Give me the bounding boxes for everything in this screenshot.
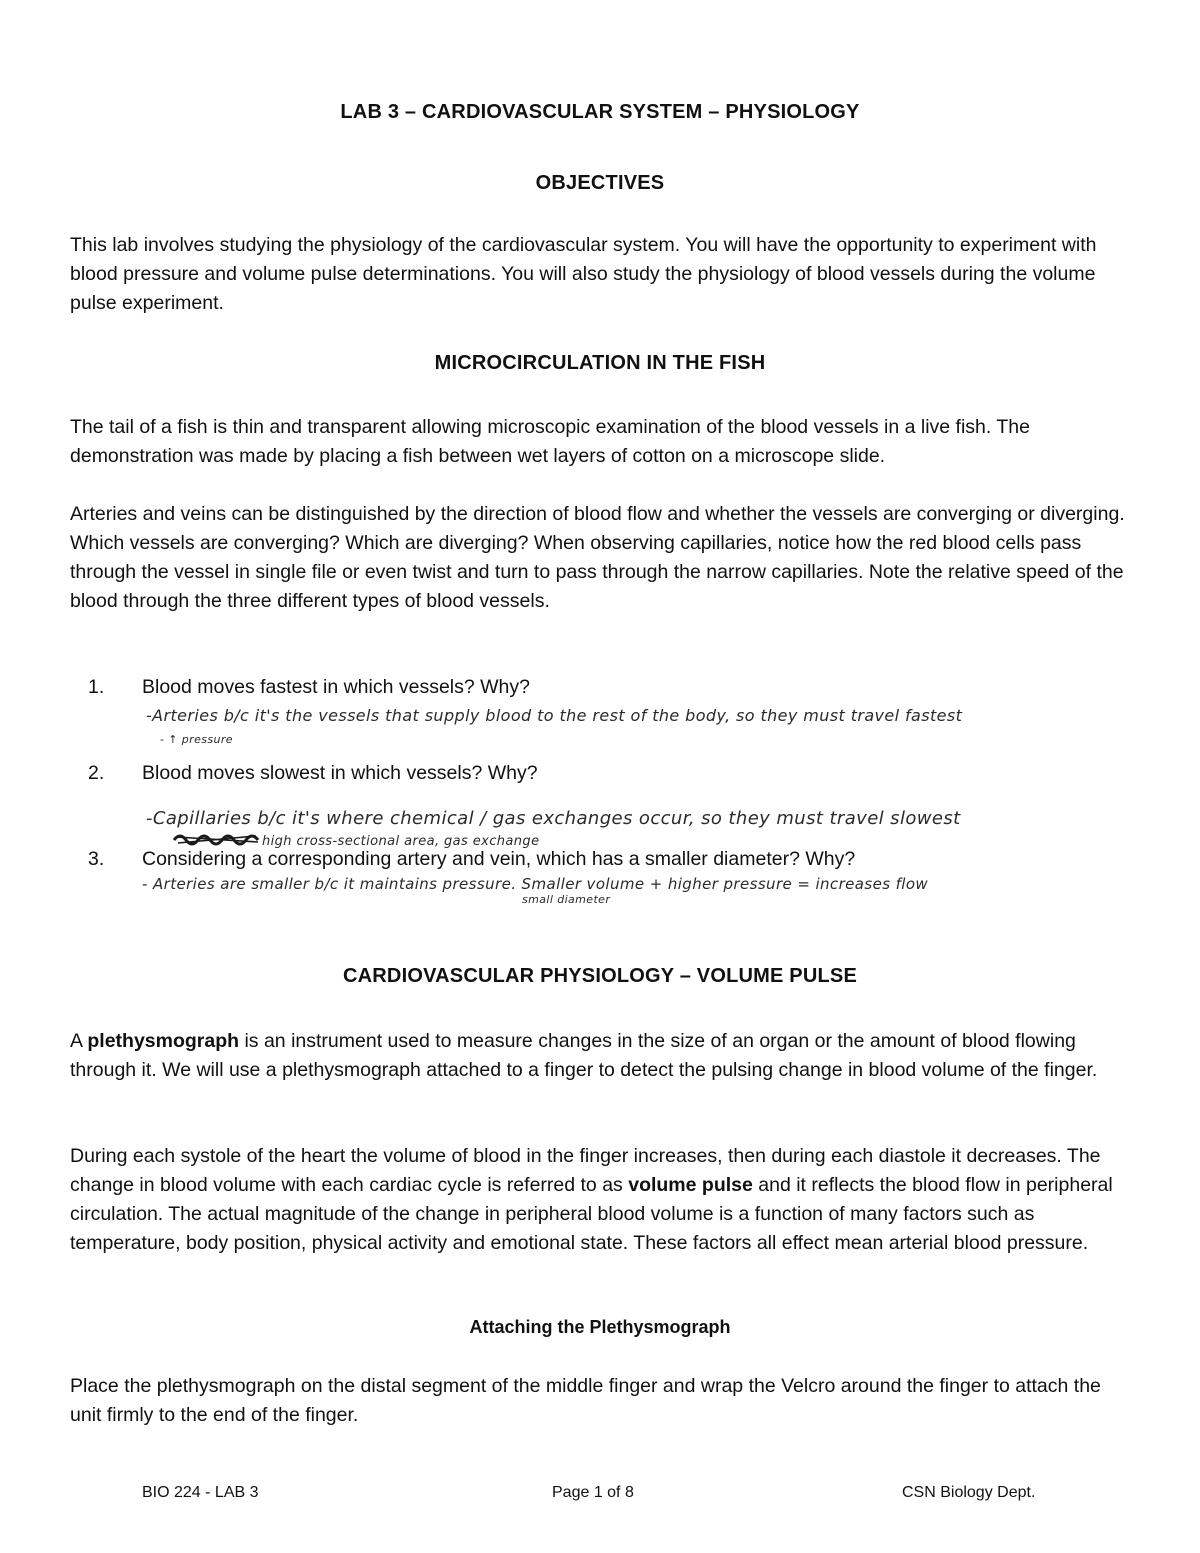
question-2-number: 2. [88, 762, 105, 784]
question-3-text: Considering a corresponding artery and vein, which has a smaller diameter? Why? [142, 848, 856, 870]
question-2-handwritten-note: high cross-sectional area, gas exchange [262, 834, 540, 849]
volume-pulse-term: volume pulse [628, 1174, 753, 1196]
microcirculation-heading: MICROCIRCULATION IN THE FISH [434, 352, 766, 374]
footer-department: CSN Biology Dept. [902, 1484, 1036, 1501]
footer-course: BIO 224 - LAB 3 [142, 1484, 259, 1501]
volume-pulse-heading: CARDIOVASCULAR PHYSIOLOGY – VOLUME PULSE [343, 965, 857, 987]
question-3-handwritten-note: small diameter [522, 893, 611, 906]
volume-pulse-paragraph [70, 1142, 1132, 1258]
question-1-handwritten-answer: -Arteries b/c it's the vessels that supply blood to the rest of the body, so they must travel fastest [146, 706, 963, 725]
plethysmograph-term: plethysmograph [87, 1030, 240, 1052]
attaching-subheading: Attaching the Plethysmograph [469, 1317, 731, 1337]
attaching-paragraph: Place the plethysmograph on the distal segment of the middle finger and wrap the Velcro around the finger to attach the unit firmly to the end of the finger. [70, 1375, 1101, 1426]
objectives-paragraph: This lab involves studying the physiology of the cardiovascular system. You will have the opportunity to experiment with blood pressure and volume pulse determinations. You will also study the physiology of blood vessels during the volume pulse experiment. [70, 234, 1097, 314]
microcirculation-paragraph-2: Arteries and veins can be distinguished by the direction of blood flow and whether the vessels are converging or diverging. Which vessels are converging? Which are diverging? When observing capillaries, notice how the red blood cells pass through the vessel in single file or even twist and turn to pass through the narrow capillaries. Note the relative speed of the blood through the three different types of blood vessels. [70, 503, 1125, 612]
objectives-heading: OBJECTIVES [535, 172, 665, 194]
scribbled-out-word [172, 831, 262, 847]
paragraph-text: A [70, 1030, 88, 1052]
question-1-handwritten-note: - ↑ pressure [160, 733, 233, 746]
paragraph-text: and it reflects the blood flow in peripheral circulation. The actual magnitude of the change in peripheral blood volume is a function of many factors such as temperature, body position, physical activity and emotional state. These factors all effect mean arterial blood pressure. [70, 1174, 1113, 1254]
microcirculation-paragraph-1: The tail of a fish is thin and transparent allowing microscopic examination of the blood vessels in a live fish. The demonstration was made by placing a fish between wet layers of cotton on a microscope slide. [70, 416, 1030, 467]
page-title: LAB 3 – CARDIOVASCULAR SYSTEM – PHYSIOLOGY [340, 101, 860, 123]
footer-page-number: Page 1 of 8 [552, 1484, 634, 1501]
plethysmograph-paragraph [70, 1027, 1132, 1085]
question-2-text: Blood moves slowest in which vessels? Why? [142, 762, 538, 784]
paragraph-text: is an instrument used to measure changes in the size of an organ or the amount of blood flowing through it. We will use a plethysmograph attached to a finger to detect the pulsing change in blood volume of the finger. [70, 1030, 1098, 1081]
question-1-text: Blood moves fastest in which vessels? Why? [142, 676, 531, 698]
question-2-handwritten-answer: -Capillaries b/c it's where chemical / gas exchanges occur, so they must travel slowest [146, 808, 961, 829]
question-3-number: 3. [88, 848, 105, 870]
question-3-handwritten-answer: - Arteries are smaller b/c it maintains pressure. Smaller volume + higher pressure = increases flow [142, 875, 929, 893]
paragraph-text: During each systole of the heart the volume of blood in the finger increases, then during each diastole it decreases. The change in blood volume with each cardiac cycle is referred to as [70, 1145, 1101, 1196]
question-1-number: 1. [88, 676, 105, 698]
